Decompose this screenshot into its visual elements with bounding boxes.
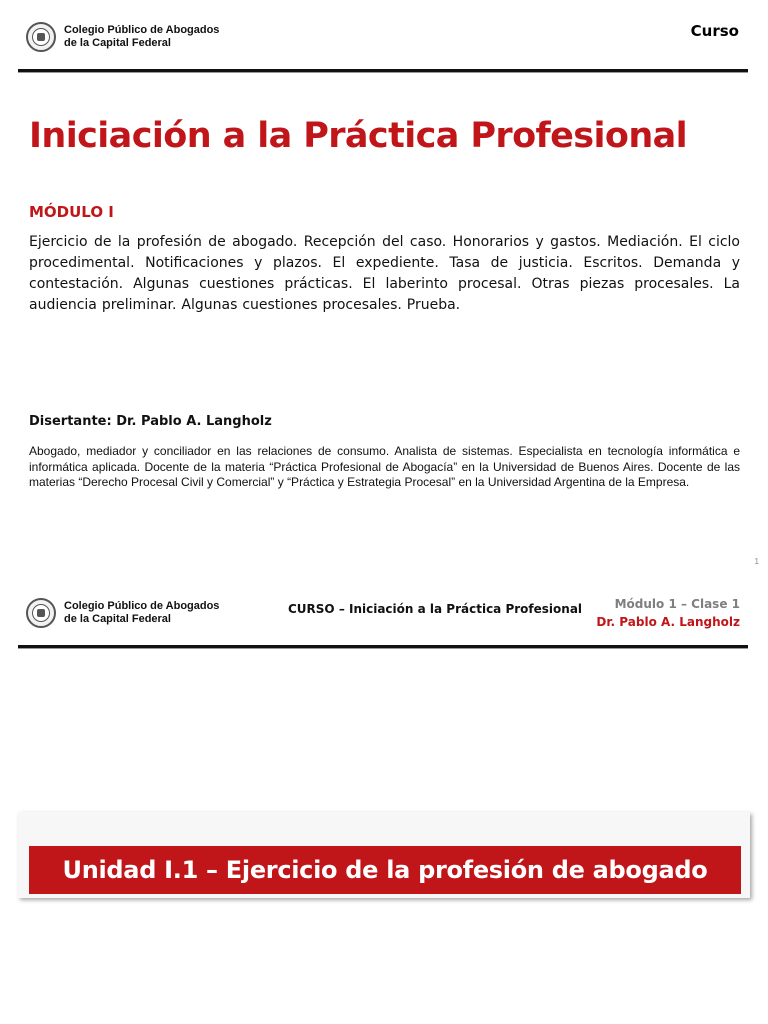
unit-title: Unidad I.1 – Ejercicio de la profesión de abogado: [62, 856, 708, 884]
header-logo: [26, 22, 219, 52]
corner-tag: Curso: [690, 22, 739, 40]
org-name-line1: Colegio Público de Abogados: [64, 24, 220, 36]
header-divider-shadow-2: [18, 648, 748, 649]
module-description: Ejercicio de la profesión de abogado. Recepción del caso. Honorarios y gastos. Mediación. El ciclo procedimental. Notificaciones y plazos. El expediente. Tasa de justicia. Escritos. Demanda y contestación. Algunas cuestiones prácticas. El laberinto procesal. Otras piezas procesales. La audiencia preliminar. Algunas cuestiones procesales. Prueba.: [29, 234, 740, 313]
org-name-line2: de la Capital Federal: [64, 613, 171, 625]
page-title: Iniciación a la Práctica Profesional: [29, 116, 688, 156]
org-name-line2: de la Capital Federal: [64, 37, 171, 49]
speaker-bio: Abogado, mediador y conciliador en las relaciones de consumo. Analista de sistemas. Especialista en tecnología informática e informática aplicada. Docente de la materia “Práctica Profesional de Abogacía” en la Universidad de Buenos Aires. Docente de las materias “Derecho Procesal Civil y Comercial” y “Práctica y Estrategia Procesal” en la Universidad Argentina de la Empresa.: [29, 444, 740, 489]
org-name: [64, 24, 219, 50]
module-heading: MÓDULO I: [29, 203, 114, 221]
org-name-2: [64, 600, 219, 626]
speaker-label: Disertante: Dr. Pablo A. Langholz: [29, 414, 272, 429]
bar-association-seal-icon: [26, 598, 56, 628]
header-logo-2: [26, 598, 219, 628]
org-name-line1: Colegio Público de Abogados: [64, 600, 220, 612]
header-divider-shadow: [18, 72, 748, 73]
course-line: CURSO – Iniciación a la Práctica Profesional: [288, 602, 583, 616]
module-class: Módulo 1 – Clase 1: [614, 597, 740, 611]
bar-association-seal-icon: [26, 22, 56, 52]
lecturer-name: Dr. Pablo A. Langholz: [596, 615, 740, 629]
unit-banner: [29, 846, 741, 894]
page-number: 1: [754, 557, 759, 566]
